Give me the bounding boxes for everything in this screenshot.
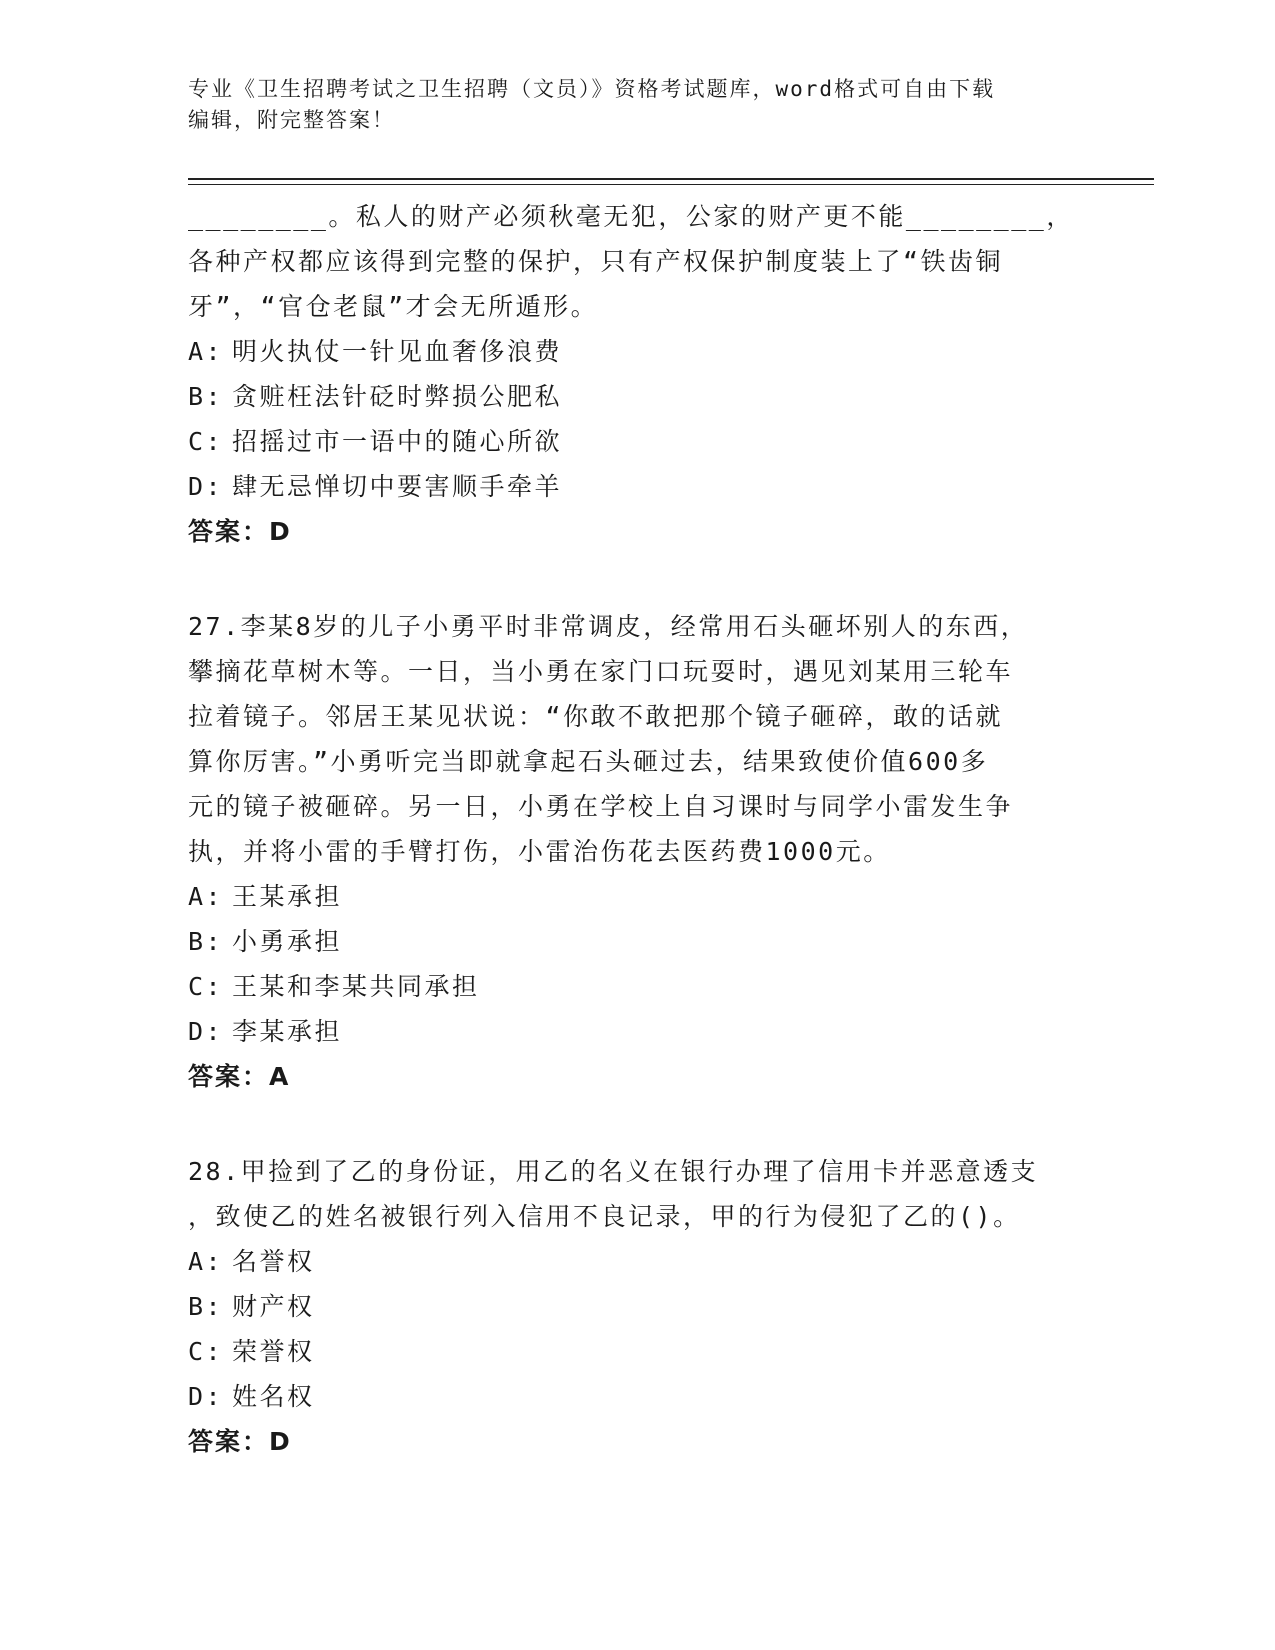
option-d xyxy=(188,1374,1088,1419)
option-a xyxy=(188,874,1088,919)
question-text-line: ，致使乙的姓名被银行列入信用不良记录，甲的行为侵犯了乙的()。 xyxy=(188,1202,1021,1231)
question-spacer xyxy=(188,1099,1088,1149)
question-text-line: 牙”，“官仓老鼠”才会无所遁形。 xyxy=(188,292,599,321)
option-key: A: xyxy=(188,337,224,366)
answer-label: 答案：D xyxy=(188,1427,292,1456)
option-text: 小勇承担 xyxy=(232,927,343,956)
question-26 xyxy=(188,194,1088,554)
option-text: 名誉权 xyxy=(232,1247,315,1276)
question-text-line: ________。私人的财产必须秋毫无犯，公家的财产更不能________， xyxy=(188,202,1074,231)
header-title-line-2: 编辑，附完整答案！ xyxy=(188,108,395,132)
option-key: A: xyxy=(188,882,224,911)
option-text: 王某和李某共同承担 xyxy=(232,972,480,1001)
question-text-line: 执，并将小雷的手臂打伤，小雷治伤花去医药费1000元。 xyxy=(188,837,891,866)
option-text: 荣誉权 xyxy=(232,1337,315,1366)
answer-label: 答案：D xyxy=(188,517,292,546)
option-b xyxy=(188,1284,1088,1329)
answer-label: 答案：A xyxy=(188,1062,291,1091)
option-key: B: xyxy=(188,382,224,411)
question-text-line: 算你厉害。”小勇听完当即就拿起石头砸过去，结果致使价值600多 xyxy=(188,747,989,776)
option-d xyxy=(188,464,1088,509)
option-text: 王某承担 xyxy=(232,882,343,911)
option-key: C: xyxy=(188,972,224,1001)
document-header xyxy=(188,74,1088,136)
option-key: D: xyxy=(188,472,224,501)
option-key: C: xyxy=(188,427,224,456)
option-a xyxy=(188,329,1088,374)
option-key: D: xyxy=(188,1382,224,1411)
option-key: C: xyxy=(188,1337,224,1366)
document-body xyxy=(188,194,1088,1464)
option-text: 李某承担 xyxy=(232,1017,343,1046)
header-title-line-1: 专业《卫生招聘考试之卫生招聘（文员）》资格考试题库，word格式可自由下载 xyxy=(188,77,996,101)
option-text: 姓名权 xyxy=(232,1382,315,1411)
option-a xyxy=(188,1239,1088,1284)
option-c xyxy=(188,419,1088,464)
question-spacer xyxy=(188,554,1088,604)
option-key: B: xyxy=(188,1292,224,1321)
option-key: B: xyxy=(188,927,224,956)
option-text: 招摇过市一语中的随心所欲 xyxy=(232,427,563,456)
question-text-line: 攀摘花草树木等。一日，当小勇在家门口玩耍时，遇见刘某用三轮车 xyxy=(188,657,1014,686)
option-text: 明火执仗一针见血奢侈浪费 xyxy=(232,337,563,366)
option-b xyxy=(188,374,1088,419)
option-key: A: xyxy=(188,1247,224,1276)
option-b xyxy=(188,919,1088,964)
header-divider xyxy=(188,178,1154,185)
question-text-line: 元的镜子被砸碎。另一日，小勇在学校上自习课时与同学小雷发生争 xyxy=(188,792,1014,821)
question-text-line: 各种产权都应该得到完整的保护，只有产权保护制度装上了“铁齿铜 xyxy=(188,247,1004,276)
option-c xyxy=(188,964,1088,1009)
option-key: D: xyxy=(188,1017,224,1046)
option-d xyxy=(188,1009,1088,1054)
question-text-line: 27.李某8岁的儿子小勇平时非常调皮，经常用石头砸坏别人的东西， xyxy=(188,612,1029,641)
question-text-line: 拉着镜子。邻居王某见状说：“你敢不敢把那个镜子砸碎，敢的话就 xyxy=(188,702,1004,731)
question-27 xyxy=(188,604,1088,1099)
question-text-line: 28.甲捡到了乙的身份证，用乙的名义在银行办理了信用卡并恶意透支 xyxy=(188,1157,1039,1186)
option-c xyxy=(188,1329,1088,1374)
option-text: 贪赃枉法针砭时弊损公肥私 xyxy=(232,382,563,411)
option-text: 财产权 xyxy=(232,1292,315,1321)
question-28 xyxy=(188,1149,1088,1464)
option-text: 肆无忌惮切中要害顺手牵羊 xyxy=(232,472,563,501)
